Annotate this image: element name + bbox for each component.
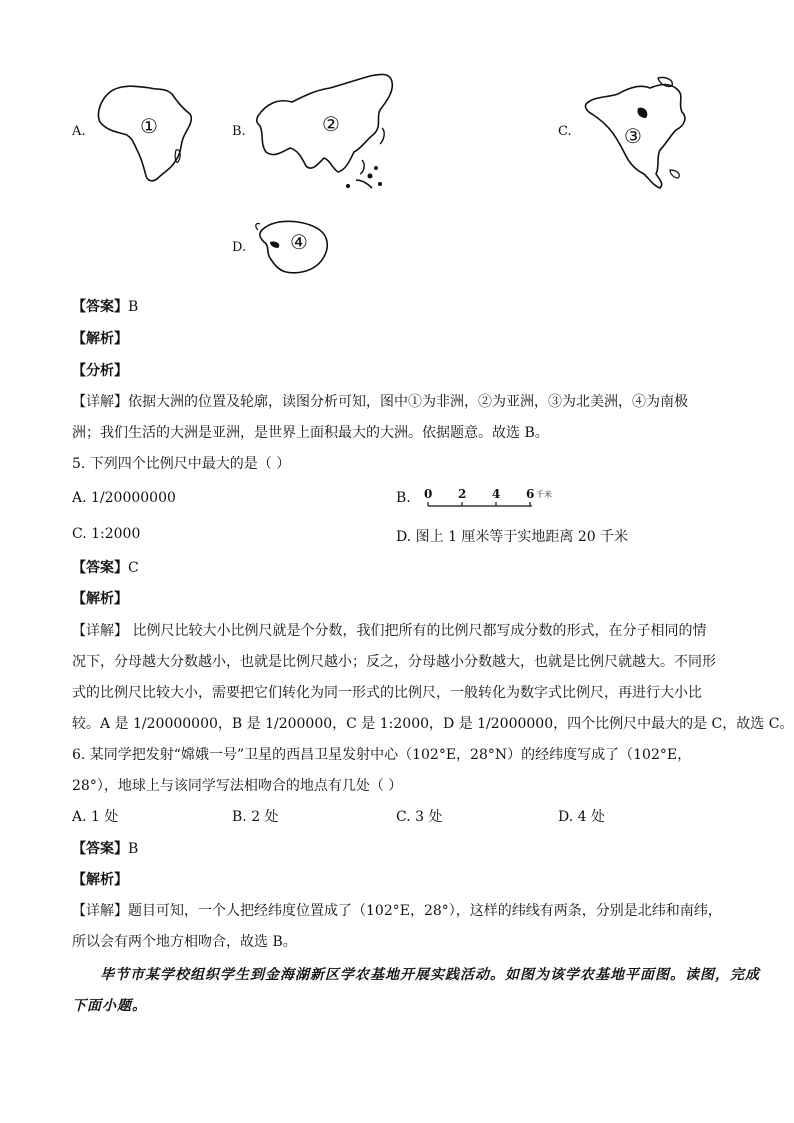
analysis-tag: 【解析】 (72, 591, 128, 607)
q5-stem: 5. 下列四个比例尺中最大的是（ ） (72, 456, 291, 472)
fenxi-tag: 【分析】 (72, 363, 128, 379)
answer-tag: 【答案】 (72, 560, 128, 576)
q5-answer-row (72, 557, 139, 577)
analysis-tag: 【解析】 (72, 331, 128, 347)
q6-stem-line-1: 6. 某同学把发射“嫦娥一号”卫星的西昌卫星发射中心（102°E，28°N）的经纬度写成了（102°E， (72, 747, 692, 763)
q5-detail-line-4: 较。A 是 1/20000000，B 是 1/200000，C 是 1:2000，D 是 1/2000000，四个比例尺中最大的是 C，故选 C。 (72, 716, 794, 732)
asia-number: ② (322, 112, 340, 136)
q4-detail-line-1: 【详解】依据大洲的位置及轮廓，读图分析可知，图中①为非洲，②为亚洲，③为北美洲，④为南极 (72, 394, 688, 410)
option-b-label: B. (232, 124, 246, 139)
q6-stem-line-2: 28°），地球上与该同学写法相吻合的地点有几处（ ） (72, 778, 403, 794)
scale-bar (424, 487, 574, 511)
option-a-label: A. (72, 124, 86, 139)
scale-tick-0: 0 (424, 487, 433, 501)
q6-option-d: D. 4 处 (558, 809, 605, 825)
q6-answer-row (72, 838, 138, 858)
q6-option-a: A. 1 处 (72, 809, 119, 825)
q6-option-b: B. 2 处 (232, 809, 279, 825)
answer-value: B (128, 299, 139, 315)
q5-option-b-label: B. (396, 490, 411, 506)
q6-detail-line-1: 【详解】题目可知，一个人把经纬度位置成了（102°E，28°），这样的纬线有两条，分别是北纬和南纬， (72, 903, 722, 919)
scale-unit: 千米 (536, 490, 552, 499)
option-c-label: C. (558, 124, 572, 139)
intro-line-1: 毕节市某学校组织学生到金海湖新区学农基地开展实践活动。如图为该学农基地平面图。读图，完成 (100, 967, 760, 983)
scale-tick-2: 2 (458, 487, 467, 501)
q4-answer-row (72, 296, 138, 316)
q6-detail-line-2: 所以会有两个地方相吻合，故选 B。 (72, 934, 297, 950)
answer-value: B (128, 841, 139, 857)
intro-line-2: 下面小题。 (72, 998, 147, 1014)
option-d-label: D. (232, 240, 247, 255)
africa-number: ① (140, 114, 158, 138)
q5-detail-line-1: 【详解】 比例尺比较大小比例尺就是个分数，我们把所有的比例尺都写成分数的形式，在分子相同的情 (72, 623, 707, 639)
scale-tick-6: 6 (526, 487, 535, 501)
scale-line (426, 501, 534, 509)
q4-detail-line-2: 洲；我们生活的大洲是亚洲，是世界上面积最大的大洲。依据题意。故选 B。 (72, 425, 549, 441)
north-america-number: ③ (624, 124, 642, 148)
q5-option-d: D. 图上 1 厘米等于实地距离 20 千米 (396, 529, 629, 545)
analysis-tag: 【解析】 (72, 872, 128, 888)
q5-option-c: C. 1:2000 (72, 526, 141, 542)
q5-detail-line-3: 式的比例尺比较大小，需要把它们转化为同一形式的比例尺，一般转化为数字式比例尺，再进行大小比 (72, 685, 702, 701)
q5-detail-line-2: 况下，分母越大分数越小，也就是比例尺越小；反之，分母越小分数越大，也就是比例尺就越大。不同形 (72, 654, 716, 670)
antarctica-number: ④ (290, 230, 308, 254)
answer-tag: 【答案】 (72, 841, 128, 857)
scale-tick-4: 4 (492, 487, 501, 501)
q5-option-a: A. 1/20000000 (72, 490, 176, 506)
answer-tag: 【答案】 (72, 299, 128, 315)
q6-option-c: C. 3 处 (396, 809, 443, 825)
answer-value: C (128, 560, 139, 576)
